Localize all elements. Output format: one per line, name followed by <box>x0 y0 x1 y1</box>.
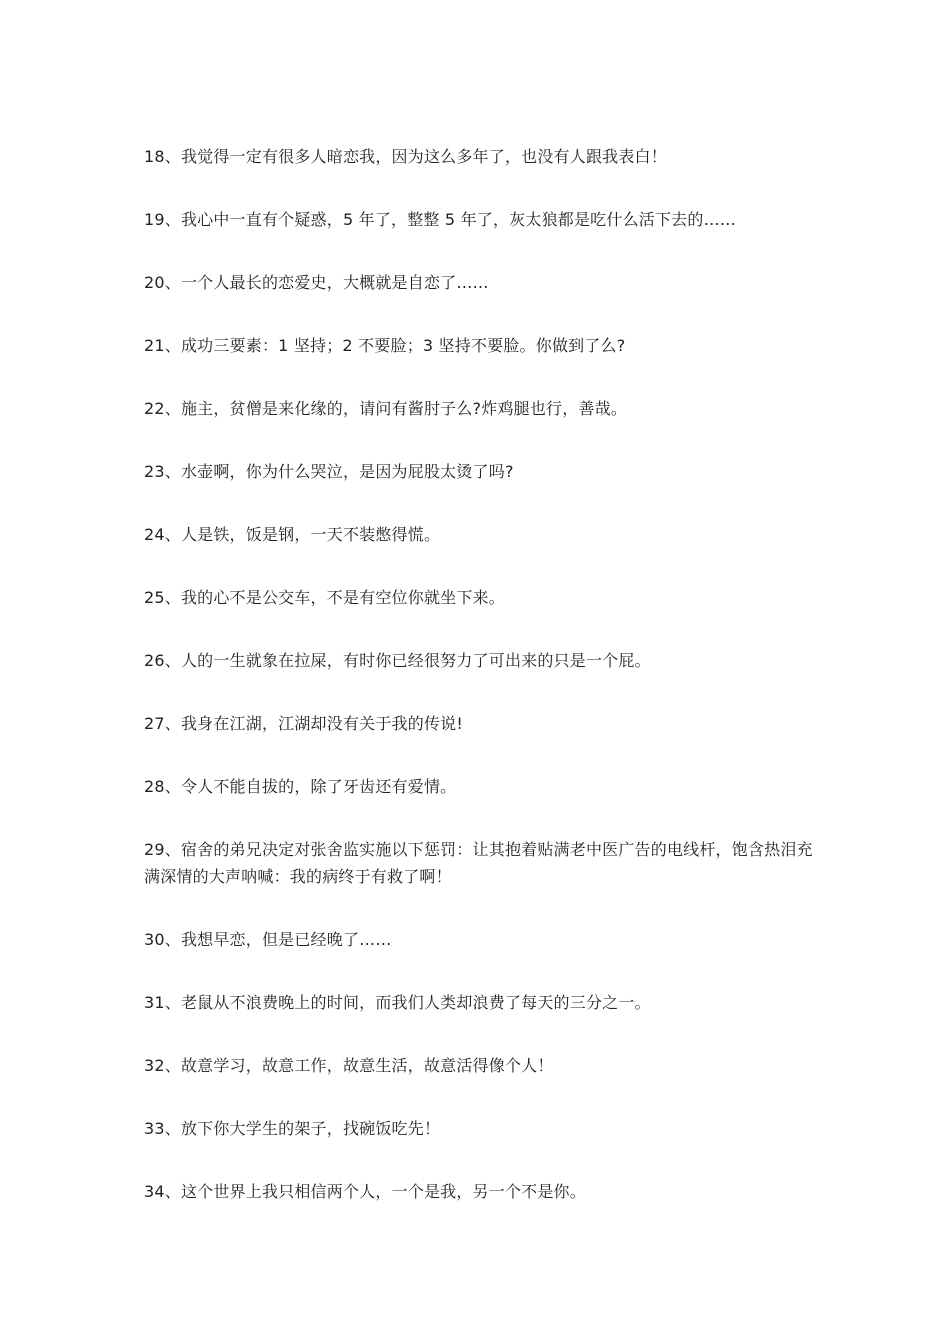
list-item-19: 19、我心中一直有个疑惑，5 年了，整整 5 年了，灰太狼都是吃什么活下去的…… <box>144 210 736 229</box>
list-item-32: 32、故意学习，故意工作，故意生活，故意活得像个人！ <box>144 1056 554 1075</box>
list-item-34: 34、这个世界上我只相信两个人，一个是我，另一个不是你。 <box>144 1182 586 1201</box>
list-item-33: 33、放下你大学生的架子，找碗饭吃先！ <box>144 1119 441 1138</box>
list-item-28: 28、令人不能自拔的，除了牙齿还有爱情。 <box>144 777 457 796</box>
list-item-30: 30、我想早恋，但是已经晚了…… <box>144 930 392 949</box>
list-item-31: 31、老鼠从不浪费晚上的时间，而我们人类却浪费了每天的三分之一。 <box>144 993 651 1012</box>
list-item-21: 21、成功三要素：1 坚持；2 不要脸；3 坚持不要脸。你做到了么? <box>144 336 626 355</box>
list-item-27: 27、我身在江湖，江湖却没有关于我的传说! <box>144 714 463 733</box>
list-item-29: 29、宿舍的弟兄决定对张舍监实施以下惩罚：让其抱着贴满老中医广告的电线杆，饱含热泪充满深情的大声呐喊：我的病终于有救了啊！ <box>144 840 813 886</box>
list-item-23: 23、水壶啊，你为什么哭泣，是因为屁股太烫了吗? <box>144 462 514 481</box>
list-item-24: 24、人是铁，饭是钢，一天不装憋得慌。 <box>144 525 441 544</box>
list-item-25: 25、我的心不是公交车，不是有空位你就坐下来。 <box>144 588 505 607</box>
list-item-20: 20、一个人最长的恋爱史，大概就是自恋了…… <box>144 273 489 292</box>
joke-list <box>144 143 814 1241</box>
list-item-18: 18、我觉得一定有很多人暗恋我，因为这么多年了，也没有人跟我表白！ <box>144 147 667 166</box>
list-item-26: 26、人的一生就象在拉屎，有时你已经很努力了可出来的只是一个屁。 <box>144 651 651 670</box>
list-item-22: 22、施主，贫僧是来化缘的，请问有酱肘子么?炸鸡腿也行，善哉。 <box>144 399 628 418</box>
